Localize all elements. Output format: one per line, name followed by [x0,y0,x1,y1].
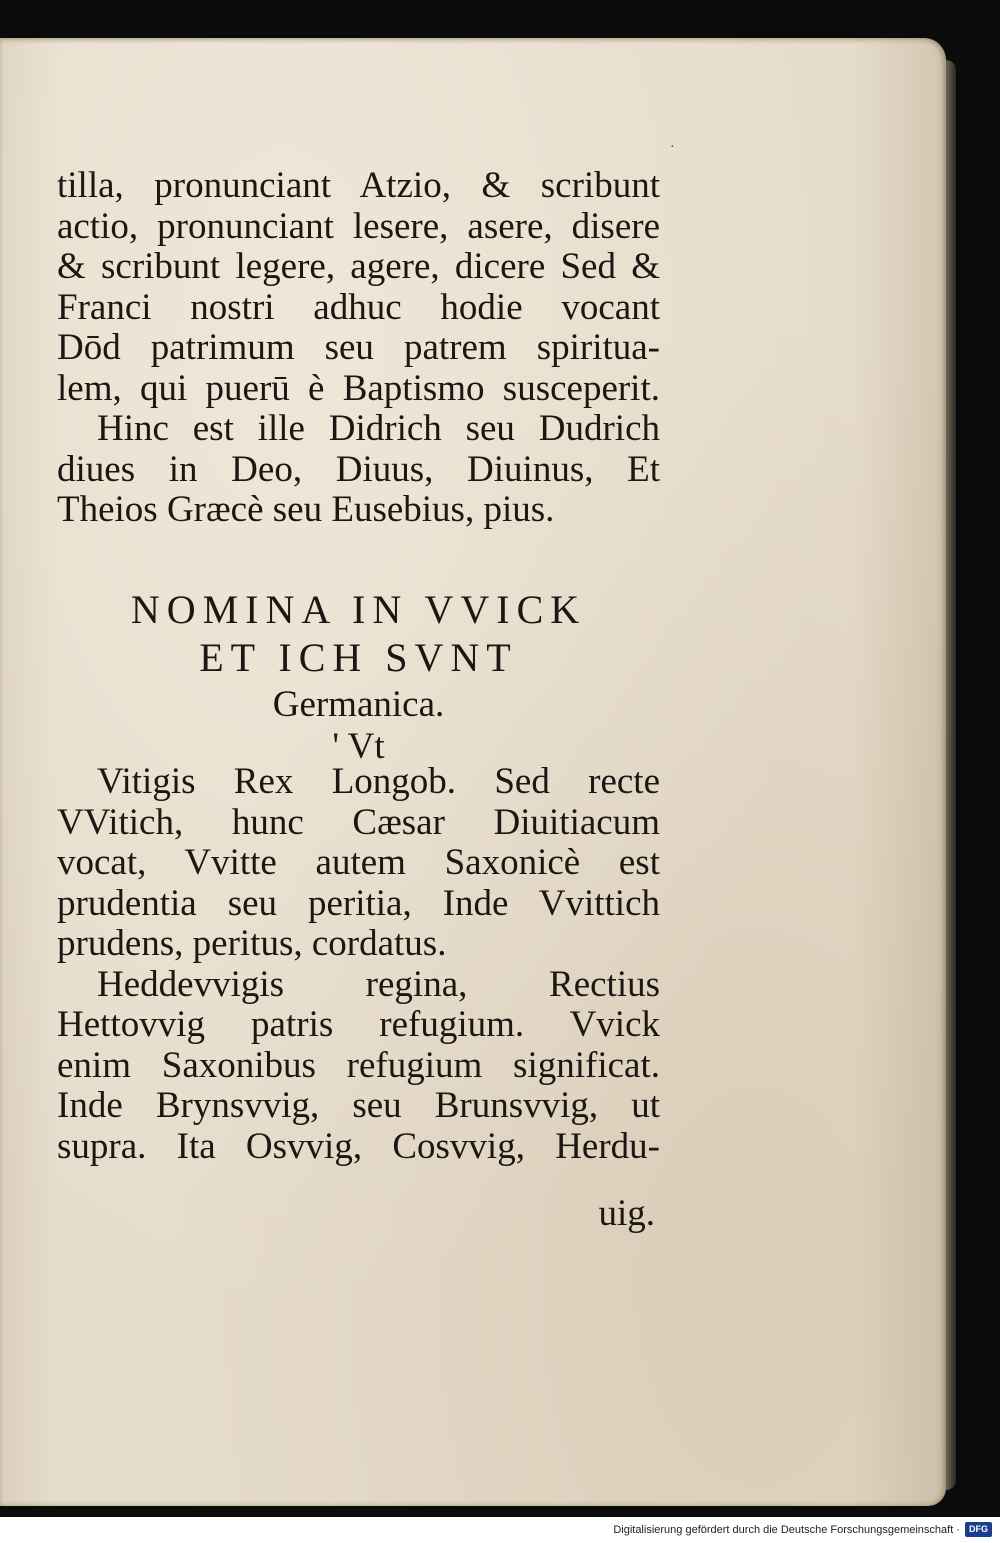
text-line: Vitigis Rex Longob. Sed recte [97,761,660,802]
text-line: vocat, Vvitte autem Saxonicè est [57,842,660,883]
heading-line-1: NOMINA IN VVICK [130,587,587,632]
ink-speck: · [670,140,675,155]
text-line: VVitich, hunc Cæsar Diuitiacum [57,801,660,843]
catchword: uig. [598,1193,655,1234]
text-line: Inde Brynsvvig, seu Brunsvvig, ut [57,1085,660,1126]
dfg-logo-icon [965,1522,992,1537]
text-line: prudens, peritus, cordatus. [57,923,447,964]
text-line: Hinc est ille Didrich seu Dudrich [97,408,660,449]
heading-vt: ' Vt [332,726,385,767]
text-line: Hettovvig patris refugium. Vvick [57,1004,660,1045]
text-line: diues in Deo, Diuus, Diuinus, Et [57,448,660,490]
text-line: supra. Ita Osvvig, Cosvvig, Herdu- [57,1125,660,1167]
text-line: Heddevvigis regina, Rectius [97,963,660,1005]
text-line: actio, pronunciant lesere, asere, disere [57,205,660,247]
text-line: enim Saxonibus refugium significat. [57,1044,660,1086]
text-line: lem, qui puerū è Baptismo susceperit. [57,367,660,409]
page-edge [946,60,956,1490]
dfg-logo-text: DFG [969,1524,988,1534]
text-line: & scribunt legere, agere, dicere Sed & [57,246,660,287]
heading-line-2: ET ICH SVNT [199,635,518,680]
text-line: Theios Græcè seu Eusebius, pius. [57,489,555,530]
heading-subtitle: Germanica. [272,684,445,725]
paragraph-1 [57,166,660,531]
digitization-footer [0,1517,1000,1543]
text-line: Dōd patrimum seu patrem spiritua- [57,327,660,368]
section-heading [57,586,660,768]
text-line: prudentia seu peritia, Inde Vvittich [57,882,660,924]
text-line: Franci nostri adhuc hodie vocant [57,286,660,328]
text-line: tilla, pronunciant Atzio, & scribunt [57,165,660,206]
footer-credit: Digitalisierung gefördert durch die Deutsche Forschungsgemeinschaft · [613,1524,960,1536]
paragraph-2 [57,762,660,1167]
